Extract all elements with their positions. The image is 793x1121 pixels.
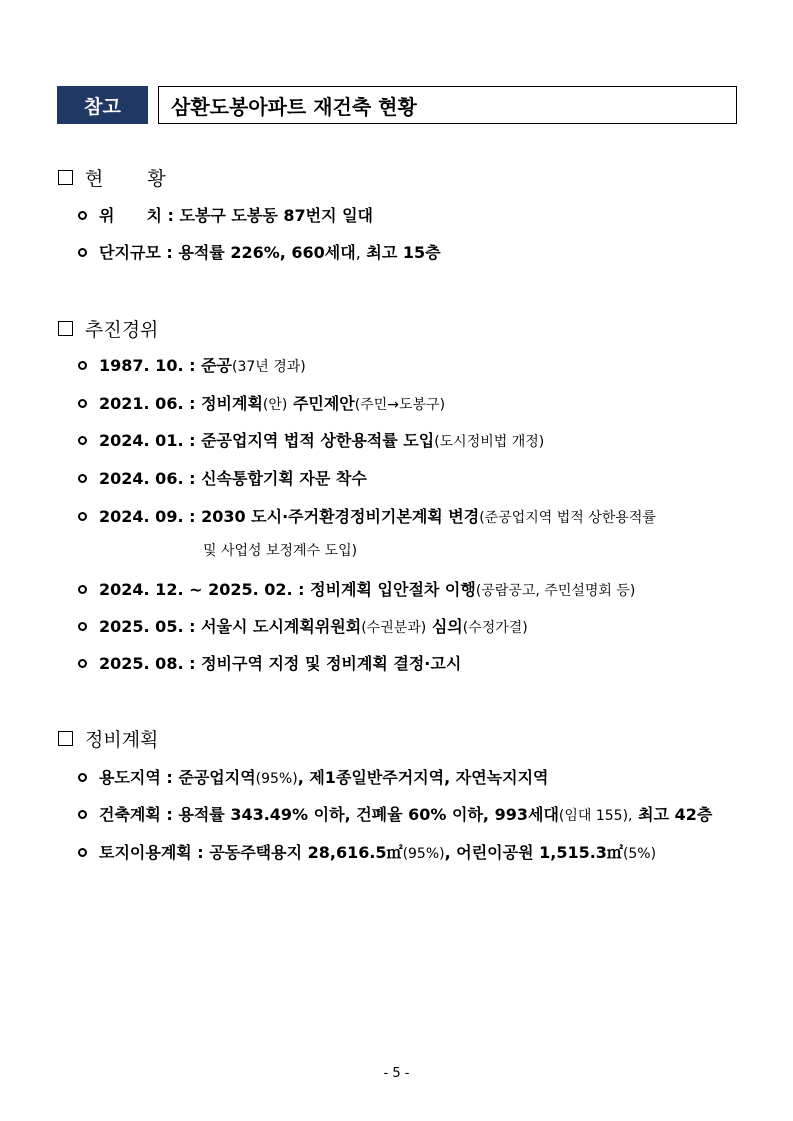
item-text: 도봉구 도봉동 87번지 일대 — [179, 206, 374, 225]
item-note: (수권분과) — [361, 620, 427, 636]
item-text: 정비구역 지정 및 정비계획 결정·고시 — [201, 654, 462, 673]
item-note: (95%) — [255, 771, 298, 787]
item-note: (수정가결) — [462, 620, 528, 636]
item-text: 2030 도시·주거환경정비기본계획 변경 — [201, 507, 480, 526]
item-text: 주민제안 — [292, 394, 355, 413]
item-continuation: 및 사업성 보정계수 도입) — [203, 543, 358, 559]
item-text: 준공업지역 법적 상한용적률 도입 — [201, 431, 435, 450]
checkbox-icon — [58, 321, 73, 336]
item-text: , — [355, 243, 361, 262]
list-item — [78, 840, 656, 863]
circle-bullet-icon — [78, 773, 87, 782]
section-title: 추진경위 — [85, 319, 159, 341]
item-date: 2025. 05. : — [99, 617, 196, 636]
item-note: (임대 155), — [558, 808, 633, 824]
item-note: (95%) — [402, 846, 445, 862]
item-date: 1987. 10. : — [99, 356, 196, 375]
item-text: 준공 — [201, 356, 232, 375]
item-note: (안) — [262, 397, 288, 413]
item-note: (주민→도봉구) — [354, 397, 446, 413]
item-text: 심의 — [431, 617, 463, 636]
circle-bullet-icon — [78, 361, 87, 370]
item-text: , 제1종일반주거지역, 자연녹지지역 — [297, 768, 549, 787]
circle-bullet-icon — [78, 474, 87, 483]
list-item — [78, 240, 441, 263]
item-note: (공람공고, 주민설명회 등) — [475, 583, 636, 599]
item-text: 용적률 343.49% 이하, 건폐율 60% 이하, 993세대 — [178, 805, 559, 824]
circle-bullet-icon — [78, 848, 87, 857]
item-label: 단지규모 : — [99, 243, 173, 262]
circle-bullet-icon — [78, 399, 87, 408]
item-label: 용도지역 : — [99, 768, 173, 787]
page-number: - 5 - — [383, 1066, 410, 1081]
list-item — [78, 203, 373, 226]
item-text: 정비계획 입안절차 이행 — [310, 580, 476, 599]
item-note: (37년 경과) — [232, 359, 306, 375]
circle-bullet-icon — [78, 622, 87, 631]
list-item — [78, 802, 712, 825]
list-item — [78, 614, 528, 637]
circle-bullet-icon — [78, 436, 87, 445]
list-item — [78, 651, 461, 674]
item-text: 최고 15층 — [366, 243, 441, 262]
circle-bullet-icon — [78, 211, 87, 220]
reference-badge: 참고 — [57, 86, 148, 124]
item-date: 2025. 08. : — [99, 654, 196, 673]
circle-bullet-icon — [78, 810, 87, 819]
checkbox-icon — [58, 731, 73, 746]
item-date: 2021. 06. : — [99, 394, 196, 413]
list-item — [78, 466, 367, 489]
circle-bullet-icon — [78, 659, 87, 668]
item-date: 2024. 09. : — [99, 507, 196, 526]
item-note: (5%) — [622, 846, 657, 862]
item-label: 위 치 : — [99, 206, 174, 225]
item-text: 정비계획 — [201, 394, 263, 413]
item-note: (준공업지역 법적 상한용적률 — [479, 510, 656, 526]
item-text: 서울시 도시계획위원회 — [201, 617, 362, 636]
section-status — [58, 164, 166, 191]
item-text: 준공업지역 — [178, 768, 256, 787]
list-item — [78, 577, 635, 600]
section-progress — [58, 315, 158, 342]
item-text: 공동주택용지 28,616.5㎡ — [209, 843, 403, 862]
checkbox-icon — [58, 170, 73, 185]
item-note: (도시정비법 개정) — [434, 434, 545, 450]
list-item — [78, 353, 306, 376]
item-date: 2024. 06. : — [99, 469, 196, 488]
section-title-part: 황 — [147, 168, 166, 190]
item-label: 토지이용계획 : — [99, 843, 204, 862]
item-text: , 어린이공원 1,515.3㎡ — [444, 843, 623, 862]
item-date: 2024. 12. ~ 2025. 02. : — [99, 580, 305, 599]
list-item — [78, 428, 544, 451]
item-label: 건축계획 : — [99, 805, 173, 824]
section-title-part: 현 — [85, 168, 104, 190]
item-text: 용적률 226%, 660세대 — [178, 243, 356, 262]
list-item — [78, 504, 656, 527]
section-plan — [58, 725, 158, 752]
document-header — [57, 86, 737, 124]
list-item — [78, 765, 549, 788]
circle-bullet-icon — [78, 585, 87, 594]
document-title: 삼환도봉아파트 재건축 현황 — [158, 86, 737, 124]
item-date: 2024. 01. : — [99, 431, 196, 450]
section-title: 정비계획 — [85, 729, 159, 751]
circle-bullet-icon — [78, 512, 87, 521]
item-text: 최고 42층 — [638, 805, 713, 824]
list-item — [78, 391, 445, 414]
circle-bullet-icon — [78, 248, 87, 257]
item-text: 신속통합기획 자문 착수 — [201, 469, 367, 488]
